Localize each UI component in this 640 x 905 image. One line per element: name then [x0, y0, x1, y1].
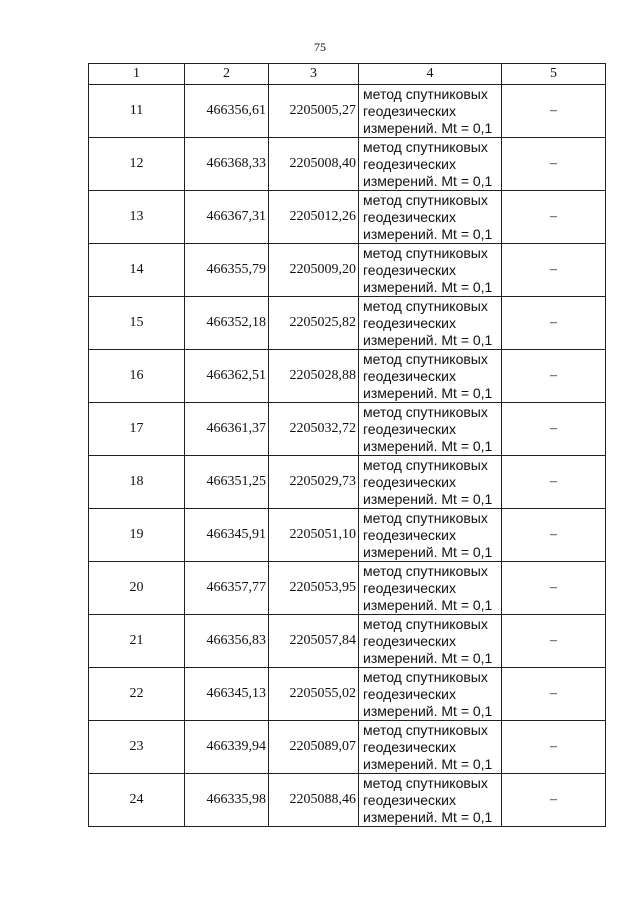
method-line: измерений. Mt = 0,1	[363, 808, 493, 825]
point-number-cell: 22	[89, 668, 185, 721]
table-row	[89, 721, 606, 774]
x-coordinate-cell: 466352,18	[185, 297, 269, 350]
x-coordinate-cell: 466345,13	[185, 668, 269, 721]
method-line: геодезических	[363, 208, 456, 225]
x-coordinate-cell: 466356,61	[185, 85, 269, 138]
table-row	[89, 509, 606, 562]
method-line: метод спутниковых	[363, 191, 488, 208]
x-coordinate-cell: 466335,98	[185, 774, 269, 827]
header-col-5: 5	[502, 64, 606, 85]
method-line: геодезических	[363, 579, 456, 596]
note-cell: –	[502, 721, 606, 774]
method-cell	[359, 85, 502, 138]
x-coordinate-cell: 466351,25	[185, 456, 269, 509]
point-number-cell: 11	[89, 85, 185, 138]
method-line: измерений. Mt = 0,1	[363, 331, 493, 348]
note-cell: –	[502, 668, 606, 721]
point-number-cell: 19	[89, 509, 185, 562]
method-line: геодезических	[363, 420, 456, 437]
method-line: метод спутниковых	[363, 509, 488, 526]
method-line: геодезических	[363, 102, 456, 119]
method-cell	[359, 774, 502, 827]
method-line: геодезических	[363, 261, 456, 278]
y-coordinate-cell: 2205008,40	[269, 138, 359, 191]
point-number-cell: 16	[89, 350, 185, 403]
point-number-cell: 20	[89, 562, 185, 615]
note-cell: –	[502, 85, 606, 138]
table-row	[89, 615, 606, 668]
method-line: метод спутниковых	[363, 403, 488, 420]
x-coordinate-cell: 466345,91	[185, 509, 269, 562]
y-coordinate-cell: 2205025,82	[269, 297, 359, 350]
table-row	[89, 350, 606, 403]
method-line: геодезических	[363, 155, 456, 172]
point-number-cell: 15	[89, 297, 185, 350]
x-coordinate-cell: 466362,51	[185, 350, 269, 403]
point-number-cell: 21	[89, 615, 185, 668]
table-body	[89, 64, 606, 827]
method-cell	[359, 562, 502, 615]
method-line: измерений. Mt = 0,1	[363, 490, 493, 507]
method-line: метод спутниковых	[363, 297, 488, 314]
note-cell: –	[502, 191, 606, 244]
method-line: геодезических	[363, 791, 456, 808]
method-line: геодезических	[363, 526, 456, 543]
method-line: геодезических	[363, 473, 456, 490]
method-line: измерений. Mt = 0,1	[363, 649, 493, 666]
table-row	[89, 191, 606, 244]
method-cell	[359, 668, 502, 721]
table-row	[89, 85, 606, 138]
x-coordinate-cell: 466355,79	[185, 244, 269, 297]
method-line: измерений. Mt = 0,1	[363, 278, 493, 295]
x-coordinate-cell: 466361,37	[185, 403, 269, 456]
method-cell	[359, 191, 502, 244]
y-coordinate-cell: 2205057,84	[269, 615, 359, 668]
method-line: геодезических	[363, 314, 456, 331]
x-coordinate-cell: 466367,31	[185, 191, 269, 244]
y-coordinate-cell: 2205051,10	[269, 509, 359, 562]
note-cell: –	[502, 509, 606, 562]
header-col-4: 4	[359, 64, 502, 85]
coordinates-table	[88, 63, 606, 827]
table-row	[89, 297, 606, 350]
method-line: измерений. Mt = 0,1	[363, 119, 493, 136]
method-cell	[359, 721, 502, 774]
method-cell	[359, 456, 502, 509]
note-cell: –	[502, 244, 606, 297]
method-cell	[359, 403, 502, 456]
method-line: метод спутниковых	[363, 721, 488, 738]
method-cell	[359, 138, 502, 191]
table-row	[89, 774, 606, 827]
method-line: геодезических	[363, 685, 456, 702]
method-line: измерений. Mt = 0,1	[363, 172, 493, 189]
method-line: геодезических	[363, 367, 456, 384]
method-line: измерений. Mt = 0,1	[363, 596, 493, 613]
x-coordinate-cell: 466356,83	[185, 615, 269, 668]
y-coordinate-cell: 2205005,27	[269, 85, 359, 138]
table-row	[89, 562, 606, 615]
note-cell: –	[502, 615, 606, 668]
y-coordinate-cell: 2205089,07	[269, 721, 359, 774]
x-coordinate-cell: 466339,94	[185, 721, 269, 774]
method-cell	[359, 350, 502, 403]
note-cell: –	[502, 138, 606, 191]
method-line: метод спутниковых	[363, 85, 488, 102]
method-line: измерений. Mt = 0,1	[363, 755, 493, 772]
y-coordinate-cell: 2205088,46	[269, 774, 359, 827]
note-cell: –	[502, 562, 606, 615]
method-line: метод спутниковых	[363, 774, 488, 791]
method-line: измерений. Mt = 0,1	[363, 543, 493, 560]
method-line: измерений. Mt = 0,1	[363, 225, 493, 242]
x-coordinate-cell: 466357,77	[185, 562, 269, 615]
point-number-cell: 24	[89, 774, 185, 827]
method-cell	[359, 615, 502, 668]
point-number-cell: 18	[89, 456, 185, 509]
note-cell: –	[502, 403, 606, 456]
header-col-1: 1	[89, 64, 185, 85]
method-line: метод спутниковых	[363, 668, 488, 685]
table-row	[89, 244, 606, 297]
note-cell: –	[502, 774, 606, 827]
y-coordinate-cell: 2205009,20	[269, 244, 359, 297]
y-coordinate-cell: 2205012,26	[269, 191, 359, 244]
note-cell: –	[502, 456, 606, 509]
method-line: измерений. Mt = 0,1	[363, 702, 493, 719]
method-cell	[359, 509, 502, 562]
table-row	[89, 138, 606, 191]
point-number-cell: 17	[89, 403, 185, 456]
method-line: геодезических	[363, 738, 456, 755]
table-row	[89, 403, 606, 456]
table-header-row	[89, 64, 606, 85]
page-number: 75	[314, 40, 326, 54]
y-coordinate-cell: 2205055,02	[269, 668, 359, 721]
y-coordinate-cell: 2205032,72	[269, 403, 359, 456]
point-number-cell: 23	[89, 721, 185, 774]
method-line: измерений. Mt = 0,1	[363, 437, 493, 454]
method-line: метод спутниковых	[363, 138, 488, 155]
method-line: метод спутниковых	[363, 456, 488, 473]
method-cell	[359, 244, 502, 297]
table-row	[89, 456, 606, 509]
method-line: метод спутниковых	[363, 350, 488, 367]
y-coordinate-cell: 2205053,95	[269, 562, 359, 615]
y-coordinate-cell: 2205028,88	[269, 350, 359, 403]
method-line: измерений. Mt = 0,1	[363, 384, 493, 401]
point-number-cell: 13	[89, 191, 185, 244]
table-row	[89, 668, 606, 721]
method-line: метод спутниковых	[363, 615, 488, 632]
note-cell: –	[502, 350, 606, 403]
method-line: геодезических	[363, 632, 456, 649]
x-coordinate-cell: 466368,33	[185, 138, 269, 191]
method-cell	[359, 297, 502, 350]
method-line: метод спутниковых	[363, 244, 488, 261]
header-col-2: 2	[185, 64, 269, 85]
method-line: метод спутниковых	[363, 562, 488, 579]
point-number-cell: 12	[89, 138, 185, 191]
y-coordinate-cell: 2205029,73	[269, 456, 359, 509]
note-cell: –	[502, 297, 606, 350]
point-number-cell: 14	[89, 244, 185, 297]
header-col-3: 3	[269, 64, 359, 85]
